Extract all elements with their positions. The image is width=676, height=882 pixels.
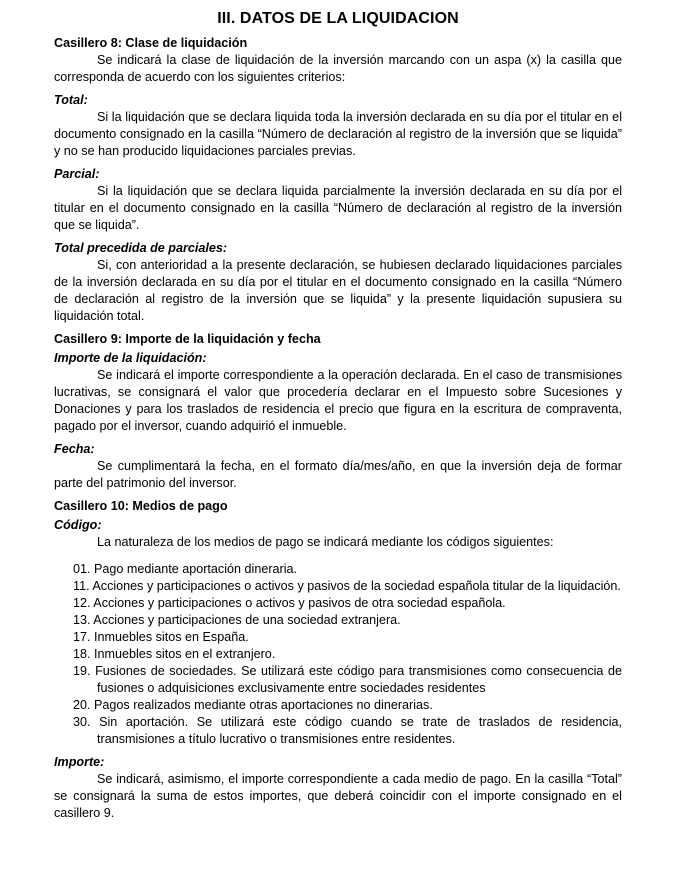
page-title: III. DATOS DE LA LIQUIDACION [217,10,459,27]
paragraph-fecha: Se cumplimentará la fecha, en el formato día/mes/año, en que la inversión deja de formar parte del patrimonio del inversor. [54,459,622,490]
list-item: 13. Acciones y participaciones de una sociedad extranjera. [73,613,401,627]
section-heading-casillero-9: Casillero 9: Importe de la liquidación y fecha [54,332,321,346]
list-item: 20. Pagos realizados mediante otras aportaciones no dinerarias. [73,698,433,712]
list-item: 30. Sin aportación. Se utilizará este código cuando se trate de traslados de residencia, transmisiones a título lucrativo o transmisiones entre residentes. [73,715,622,746]
subheading-codigo: Código: [54,518,102,532]
subheading-importe: Importe: [54,755,105,769]
paragraph-importe: Se indicará, asimismo, el importe correspondiente a cada medio de pago. En la casilla “Total” se consignará la suma de estos importes, que deberá coincidir con el importe consignado en el casillero 9. [54,772,622,820]
subheading-parcial: Parcial: [54,167,100,181]
list-item: 12. Acciones y participaciones o activos y pasivos de otra sociedad española. [73,596,506,610]
subheading-total: Total: [54,93,88,107]
section-heading-casillero-10: Casillero 10: Medios de pago [54,499,228,513]
subheading-total-precedida: Total precedida de parciales: [54,241,228,255]
document-page [54,10,622,828]
subheading-importe-liquidacion: Importe de la liquidación: [54,351,207,365]
paragraph-parcial: Si la liquidación que se declara liquida parcialmente la inversión declarada en su día por el titular en el documento consignado en la casilla “Número de declaración al registro de la inversión que se liquida”. [54,184,622,232]
paragraph-codigo: La naturaleza de los medios de pago se indicará mediante los códigos siguientes: [97,535,554,549]
paragraph-casillero-8-intro: Se indicará la clase de liquidación de la inversión marcando con un aspa (x) la casilla que corresponda de acuerdo con los siguientes criterios: [54,53,622,84]
section-heading-casillero-8: Casillero 8: Clase de liquidación [54,36,248,50]
list-item: 19. Fusiones de sociedades. Se utilizará este código para transmisiones como consecuencia de fusiones o adquisiciones exclusivamente entre sociedades residentes [73,664,622,695]
paragraph-total-precedida: Si, con anterioridad a la presente declaración, se hubiesen declarado liquidaciones parciales de la inversión declarada en su día por el titular en el documento consignado en la casilla “Número de declaración al registro de la inversión que se liquida” y la presente liquidación supusiera su liquidación total. [54,258,622,323]
paragraph-importe-liquidacion: Se indicará el importe correspondiente a la operación declarada. En el caso de transmisiones lucrativas, se consignará el valor que procedería declarar en el Impuesto sobre Sucesiones y Donaciones y para los traslados de residencia el precio que figura en la escritura de compraventa, pagado por el inversor, cuando adquirió el inmueble. [54,368,622,433]
list-item: 17. Inmuebles sitos en España. [73,630,249,644]
list-item: 11. Acciones y participaciones o activos y pasivos de la sociedad española titular de la liquidación. [73,579,621,593]
payment-codes-list [54,561,622,748]
list-item: 01. Pago mediante aportación dineraria. [73,562,298,576]
list-item: 18. Inmuebles sitos en el extranjero. [73,647,276,661]
paragraph-total: Si la liquidación que se declara liquida toda la inversión declarada en su día por el titular en el documento consignado en la casilla “Número de declaración al registro de la inversión que se liquida” y no se han producido liquidaciones parciales previas. [54,110,622,158]
subheading-fecha: Fecha: [54,442,95,456]
